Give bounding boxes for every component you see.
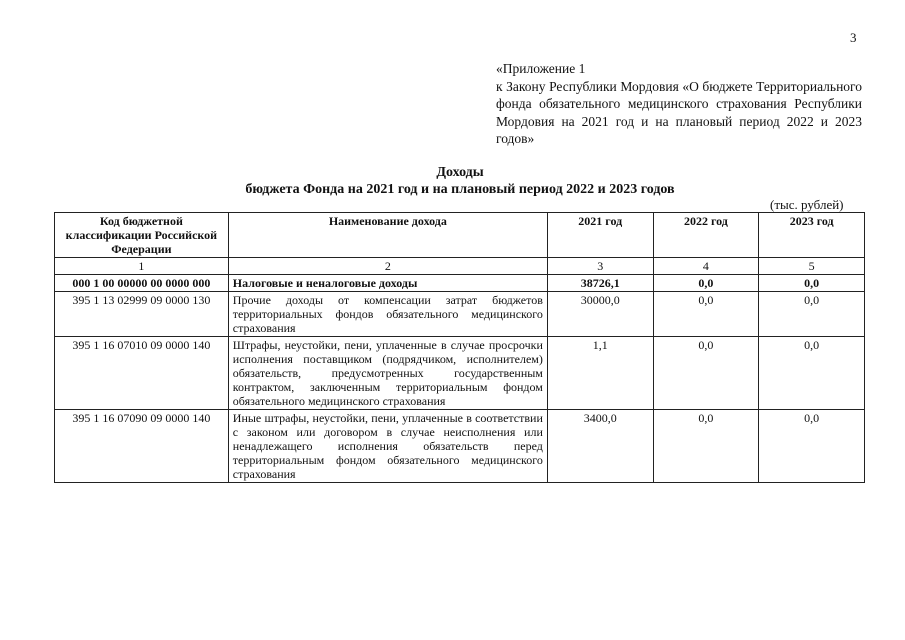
row-code: 000 1 00 00000 00 0000 000: [55, 275, 229, 292]
column-number: 5: [759, 258, 865, 275]
row-code: 395 1 16 07090 09 0000 140: [55, 410, 229, 483]
row-value-2022: 0,0: [653, 337, 759, 410]
title-line-2: бюджета Фонда на 2021 год и на плановый период 2022 и 2023 годов: [245, 182, 675, 197]
row-code: 395 1 16 07010 09 0000 140: [55, 337, 229, 410]
table-row: [55, 292, 865, 337]
row-value-2021: 38726,1: [547, 275, 653, 292]
row-name: Налоговые и неналоговые доходы: [228, 275, 547, 292]
table-row: [55, 410, 865, 483]
document-title: [0, 164, 905, 198]
row-value-2022: 0,0: [653, 275, 759, 292]
header-2022: 2022 год: [653, 213, 759, 258]
row-value-2023: 0,0: [759, 275, 865, 292]
header-name: Наименование дохода: [228, 213, 547, 258]
header-row: [55, 213, 865, 258]
row-value-2022: 0,0: [653, 292, 759, 337]
row-value-2021: 30000,0: [547, 292, 653, 337]
column-number: 4: [653, 258, 759, 275]
row-code: 395 1 13 02999 09 0000 130: [55, 292, 229, 337]
row-value-2021: 1,1: [547, 337, 653, 410]
units-label: (тыс. рублей): [770, 197, 844, 212]
column-number: 2: [228, 258, 547, 275]
column-number-row: [55, 258, 865, 275]
title-line-1: Доходы: [436, 165, 484, 180]
table-row: [55, 275, 865, 292]
row-name: Прочие доходы от компенсации затрат бюджетов территориальных фондов обязательного медицинского страхования: [228, 292, 547, 337]
appendix-block: [496, 60, 862, 148]
column-number: 3: [547, 258, 653, 275]
column-number: 1: [55, 258, 229, 275]
header-2021: 2021 год: [547, 213, 653, 258]
row-value-2023: 0,0: [759, 337, 865, 410]
row-name: Иные штрафы, неустойки, пени, уплаченные в соответствии с законом или договором в случае неисполнения или ненадлежащего исполнения обязательств перед территориальным фондом обязательного медицинского страхования: [228, 410, 547, 483]
table-row: [55, 337, 865, 410]
income-table: [54, 212, 865, 483]
appendix-heading: «Приложение 1: [496, 61, 586, 76]
row-value-2021: 3400,0: [547, 410, 653, 483]
row-name: Штрафы, неустойки, пени, уплаченные в случае просрочки исполнения поставщиком (подрядчиком, исполнителем) обязательств, предусмотренных государственным контрактом, заключенным территориальным фондом обязательного медицинского страхования: [228, 337, 547, 410]
page-number: 3: [850, 30, 857, 45]
row-value-2022: 0,0: [653, 410, 759, 483]
appendix-body: к Закону Республики Мордовия «О бюджете Территориального фонда обязательного медицинского страхования Республики Мордовия на 2021 год и на плановый период 2022 и 2023 годов»: [496, 78, 862, 146]
row-value-2023: 0,0: [759, 410, 865, 483]
header-code: Код бюджетной классификации Российской Федерации: [55, 213, 229, 258]
header-2023: 2023 год: [759, 213, 865, 258]
row-value-2023: 0,0: [759, 292, 865, 337]
